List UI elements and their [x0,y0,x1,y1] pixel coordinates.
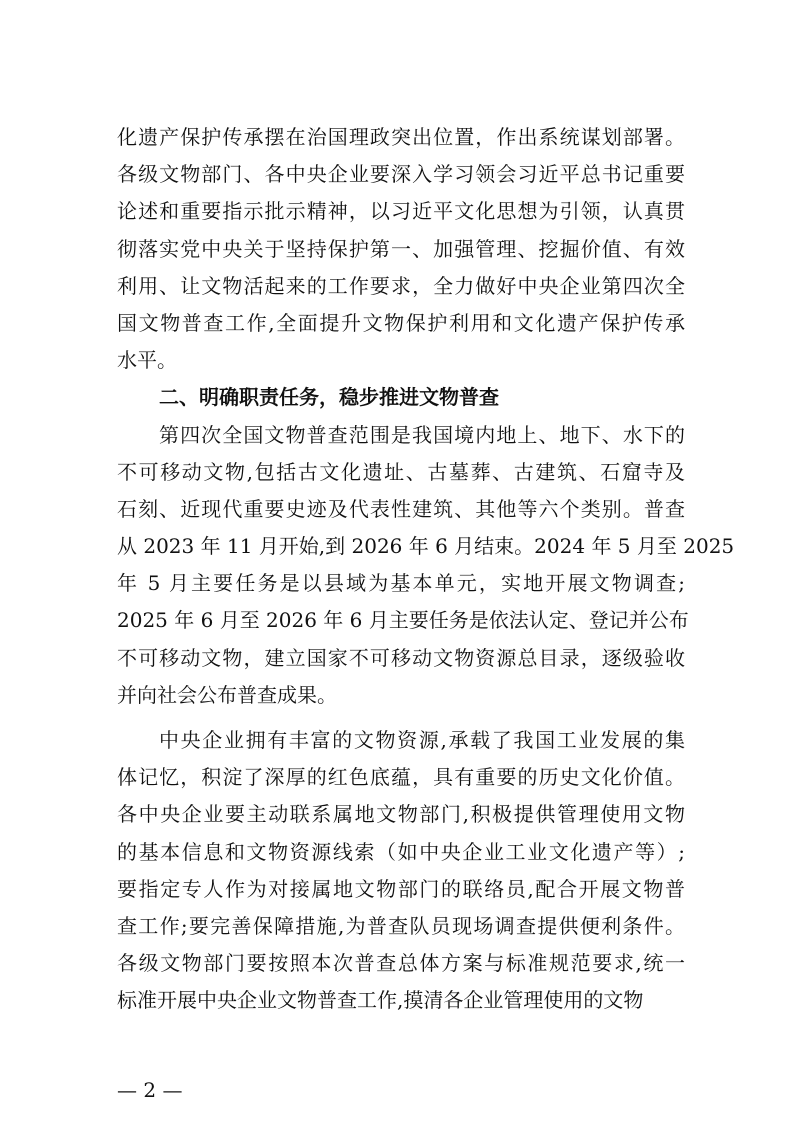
text-line: 水平。 [117,348,177,373]
text-line: 石刻、近现代重要史迹及代表性建筑、其他等六个类别。普查 [117,496,685,521]
text-line: 各级文物部门要按照本次普查总体方案与标准规范要求,统一 [117,951,685,976]
text-line: 各中央企业要主动联系属地文物部门,积极提供管理使用文物 [117,802,685,827]
text-line: 不可移动文物,包括古文化遗址、古墓葬、古建筑、石窟寺及 [117,459,685,484]
text-line: 二、明确职责任务，稳步推进文物普查 [159,385,499,410]
text-line: 各级文物部门、各中央企业要深入学习领会习近平总书记重要 [117,162,685,187]
text-line: 化遗产保护传承摆在治国理政突出位置，作出系统谋划部署。 [117,125,685,149]
paragraph-gap [117,714,685,722]
text-line: 从 2023 年 11 月开始,到 2026 年 6 月结束。2024 年 5 月至 2025 [117,534,735,559]
text-line: 查工作;要完善保障措施,为普查队员现场调查提供便利条件。 [117,913,685,938]
paragraph [117,722,685,1020]
text-line: 年 5 月主要任务是以县域为基本单元，实地开展文物调查; [117,571,685,596]
page-number: — 2 — [117,1078,183,1102]
text-line: 中央企业拥有丰富的文物资源,承载了我国工业发展的集 [159,728,685,752]
section-heading [117,379,685,416]
text-line: 并向社会公布普查成果。 [117,682,337,707]
text-line: 第四次全国文物普查范围是我国境内地上、地下、水下的 [159,422,685,447]
paragraph [117,417,735,715]
text-line: 要指定专人作为对接属地文物部门的联络员,配合开展文物普 [117,876,685,901]
text-line: 彻落实党中央关于坚持保护第一、加强管理、挖掘价值、有效 [117,236,685,261]
text-line: 国文物普查工作,全面提升文物保护利用和文化遗产保护传承 [117,310,685,335]
text-line: 论述和重要指示批示精神，以习近平文化思想为引领，认真贯 [117,199,685,224]
text-line: 利用、让文物活起来的工作要求，全力做好中央企业第四次全 [117,273,685,298]
text-line: 体记忆，积淀了深厚的红色底蕴，具有重要的历史文化价值。 [117,765,685,790]
paragraph [117,119,685,379]
document-body [117,119,735,1020]
text-line: 2025 年 6 月至 2026 年 6 月主要任务是依法认定、登记并公布 [117,608,689,633]
text-line: 不可移动文物，建立国家不可移动文物资源总目录，逐级验收 [117,645,685,670]
text-line: 的基本信息和文物资源线索（如中央企业工业文化遗产等）; [117,839,685,864]
text-line: 标准开展中央企业文物普查工作,摸清各企业管理使用的文物 [117,988,644,1013]
